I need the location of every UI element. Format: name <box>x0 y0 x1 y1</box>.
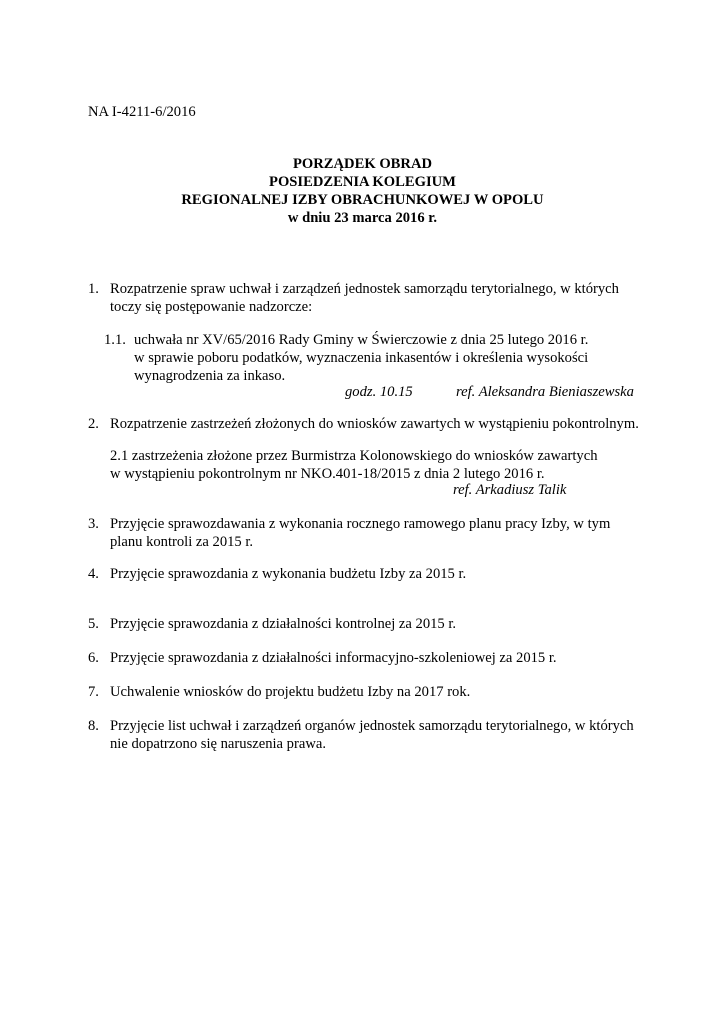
item-number: 3. <box>88 516 99 532</box>
item-number: 4. <box>88 566 99 582</box>
referent-name: ref. Arkadiusz Talik <box>453 482 567 498</box>
session-time: godz. 10.15 <box>345 384 413 400</box>
subitem-text-line: wynagrodzenia za inkaso. <box>134 368 286 384</box>
item-text-line: planu kontroli za 2015 r. <box>110 534 254 550</box>
subitem-text-line: 2.1 zastrzeżenia złożone przez Burmistrza Kolonowskiego do wniosków zawartych <box>110 448 598 464</box>
item-number: 8. <box>88 718 99 734</box>
title-line: PORZĄDEK OBRAD <box>292 156 433 172</box>
title-line: POSIEDZENIA KOLEGIUM <box>269 174 456 190</box>
subitem-text-line: w sprawie poboru podatków, wyznaczenia inkasentów i określenia wysokości <box>134 350 589 366</box>
subitem-number: 1.1. <box>104 332 126 348</box>
item-number: 2. <box>88 416 99 432</box>
item-text-line: Przyjęcie sprawozdania z działalności kontrolnej za 2015 r. <box>110 616 457 632</box>
item-number: 1. <box>88 281 99 297</box>
item-text-line: Przyjęcie sprawozdania z wykonania budżetu Izby za 2015 r. <box>110 566 467 582</box>
item-text-line: Przyjęcie list uchwał i zarządzeń organów jednostek samorządu terytorialnego, w których <box>110 718 634 734</box>
item-text-line: Przyjęcie sprawozdania z działalności informacyjno-szkoleniowej za 2015 r. <box>110 650 557 666</box>
item-text-line: Uchwalenie wniosków do projektu budżetu Izby na 2017 rok. <box>110 684 471 700</box>
item-number: 5. <box>88 616 99 632</box>
title-line: w dniu 23 marca 2016 r. <box>287 210 438 226</box>
referent-name: ref. Aleksandra Bieniaszewska <box>456 384 634 400</box>
item-text-line: nie dopatrzono się naruszenia prawa. <box>110 736 326 752</box>
item-text-line: Przyjęcie sprawozdawania z wykonania rocznego ramowego planu pracy Izby, w tym <box>110 516 611 532</box>
item-text-line: toczy się postępowanie nadzorcze: <box>110 299 313 315</box>
document-title <box>0 155 725 227</box>
item-text-line: Rozpatrzenie spraw uchwał i zarządzeń jednostek samorządu terytorialnego, w których <box>110 281 619 297</box>
subitem-text-line: w wystąpieniu pokontrolnym nr NKO.401-18/2015 z dnia 2 lutego 2016 r. <box>110 466 545 482</box>
item-number: 6. <box>88 650 99 666</box>
item-text-line: Rozpatrzenie zastrzeżeń złożonych do wniosków zawartych w wystąpieniu pokontrolnym. <box>110 416 639 432</box>
title-line: REGIONALNEJ IZBY OBRACHUNKOWEJ W OPOLU <box>181 192 544 208</box>
item-number: 7. <box>88 684 99 700</box>
subitem-text-line: uchwała nr XV/65/2016 Rady Gminy w Świerczowie z dnia 25 lutego 2016 r. <box>134 332 589 348</box>
reference-number: NA I-4211-6/2016 <box>88 104 196 120</box>
